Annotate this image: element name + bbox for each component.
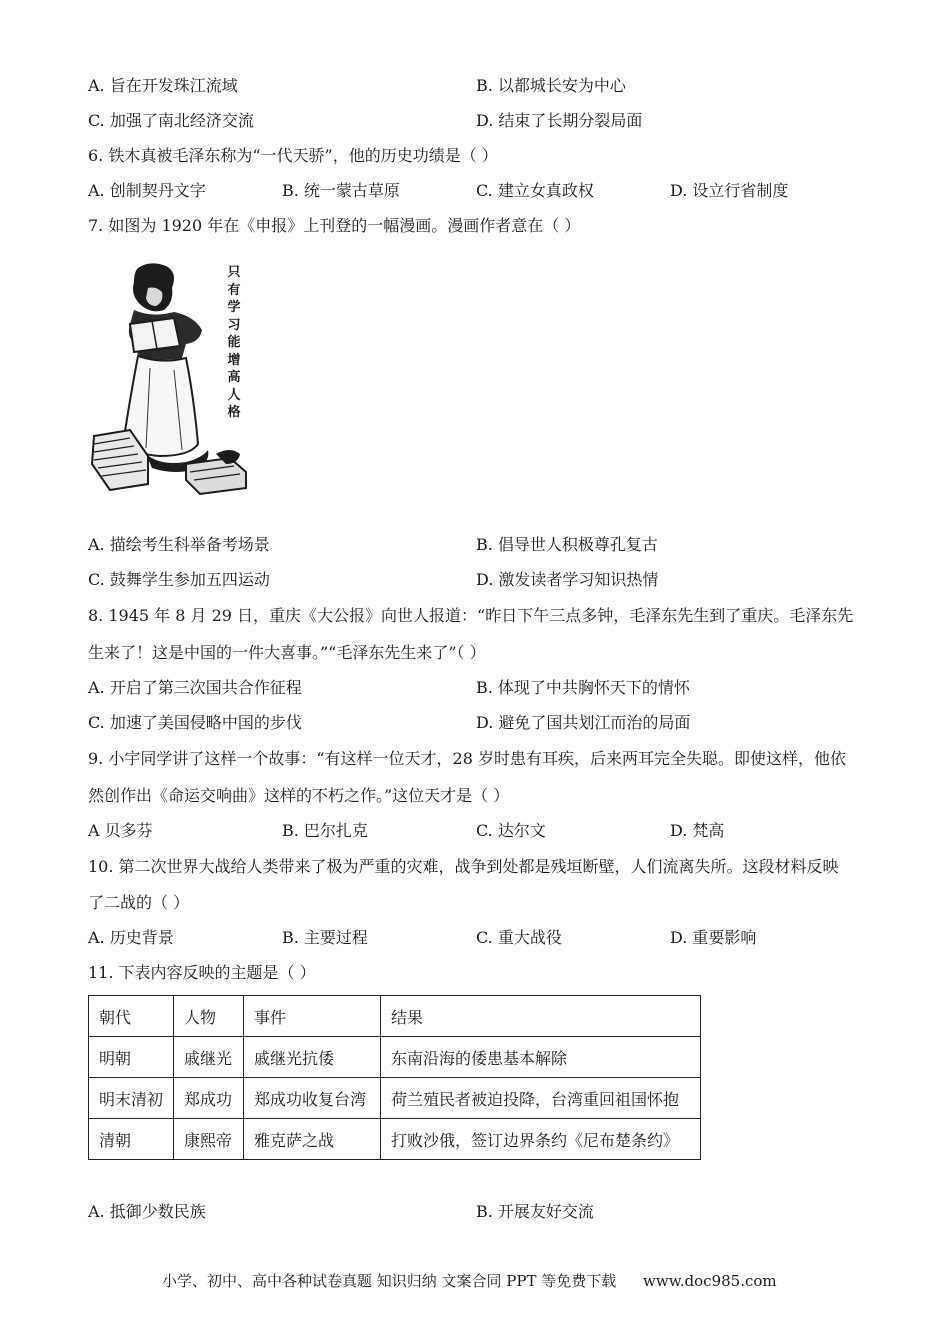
q5-option-a: A. 旨在开发珠江流域 <box>88 76 238 95</box>
page-footer <box>162 1270 777 1291</box>
caption-char: 习 <box>227 317 241 333</box>
table-cell: 戚继光 <box>174 1037 244 1078</box>
q9-stem-line2: 然创作出《命运交响曲》这样的不朽之作。”这位天才是（ ） <box>88 786 510 805</box>
table-cell: 荷兰殖民者被迫投降，台湾重回祖国怀抱 <box>381 1078 701 1119</box>
caption-char: 人 <box>227 387 241 403</box>
table-row <box>89 1078 701 1119</box>
table-header-cell: 事件 <box>244 996 381 1037</box>
q7-option-d: D. 激发读者学习知识热情 <box>476 570 659 589</box>
q9-option-b: B. 巴尔扎克 <box>282 821 368 840</box>
table-cell: 明末清初 <box>89 1078 174 1119</box>
q8-stem-line2: 生来了！这是中国的一件大喜事。”“毛泽东先生来了”（ ） <box>88 643 486 662</box>
caption-char: 有 <box>227 282 241 298</box>
table-header-row <box>89 996 701 1037</box>
table-cell: 雅克萨之战 <box>244 1119 381 1160</box>
q10-option-d: D. 重要影响 <box>670 928 757 947</box>
q8-option-b: B. 体现了中共胸怀天下的情怀 <box>476 678 690 697</box>
table-header-cell: 人物 <box>174 996 244 1037</box>
table-header-cell: 结果 <box>381 996 701 1037</box>
caption-char: 学 <box>227 300 241 315</box>
q9-option-d: D. 梵高 <box>670 821 725 840</box>
caption-char: 能 <box>227 335 241 350</box>
table-cell: 东南沿海的倭患基本解除 <box>381 1037 701 1078</box>
q10-option-b: B. 主要过程 <box>282 928 368 947</box>
q9-option-c: C. 达尔文 <box>476 821 546 840</box>
q10-option-a: A. 历史背景 <box>88 928 174 947</box>
q8-option-d: D. 避免了国共划江而治的局面 <box>476 713 691 732</box>
q6-option-c: C. 建立女真政权 <box>476 181 594 200</box>
footer-url-link[interactable]: www.doc985.com <box>643 1272 777 1290</box>
q7-option-a: A. 描绘考生科举备考场景 <box>88 535 270 554</box>
caption-char: 格 <box>227 405 241 420</box>
caption-char: 高 <box>227 370 241 385</box>
table-row <box>89 1037 701 1078</box>
table-header-cell: 朝代 <box>89 996 174 1037</box>
q10-stem-line1: 10. 第二次世界大战给人类带来了极为严重的灾难，战争到处都是残垣断壁，人们流离失所。这段材料反映 <box>88 857 839 876</box>
q10-stem-line2: 了二战的（ ） <box>88 893 190 912</box>
table-cell: 戚继光抗倭 <box>244 1037 381 1078</box>
table-cell: 郑成功 <box>174 1078 244 1119</box>
caption-char: 只 <box>227 265 241 280</box>
q5-option-b: B. 以都城长安为中心 <box>476 76 626 95</box>
q7-cartoon-caption <box>225 264 243 422</box>
q9-stem-line1: 9. 小宇同学讲了这样一个故事：“有这样一位天才，28 岁时患有耳疾，后来两耳完全失聪。即使这样，他依 <box>88 749 846 768</box>
q9-option-a: A 贝多芬 <box>88 821 153 840</box>
q6-option-b: B. 统一蒙古草原 <box>282 181 400 200</box>
footer-text: 小学、初中、高中各种试卷真题 知识归纳 文案合同 PPT 等免费下载 <box>162 1272 617 1290</box>
table-cell: 明朝 <box>89 1037 174 1078</box>
q7-stem: 7. 如图为 1920 年在《申报》上刊登的一幅漫画。漫画作者意在（ ） <box>88 216 581 235</box>
q6-option-a: A. 创制契丹文字 <box>88 181 206 200</box>
table-cell: 清朝 <box>89 1119 174 1160</box>
table-cell: 康熙帝 <box>174 1119 244 1160</box>
q8-option-a: A. 开启了第三次国共合作征程 <box>88 678 302 697</box>
q5-option-d: D. 结束了长期分裂局面 <box>476 111 643 130</box>
q11-option-a: A. 抵御少数民族 <box>88 1202 206 1221</box>
q10-option-c: C. 重大战役 <box>476 928 562 947</box>
table-cell: 郑成功收复台湾 <box>244 1078 381 1119</box>
q5-option-c: C. 加强了南北经济交流 <box>88 111 254 130</box>
q11-option-b: B. 开展友好交流 <box>476 1202 594 1221</box>
q6-stem: 6. 铁木真被毛泽东称为“一代天骄”，他的历史功绩是（ ） <box>88 146 498 165</box>
table-row <box>89 1119 701 1160</box>
q11-stem: 11. 下表内容反映的主题是（ ） <box>88 963 316 982</box>
q11-table <box>88 995 701 1160</box>
q8-stem-line1: 8. 1945 年 8 月 29 日，重庆《大公报》向世人报道：“昨日下午三点多钟，毛泽东先生到了重庆。毛泽东先 <box>88 606 854 625</box>
table-cell: 打败沙俄，签订边界条约《尼布楚条约》 <box>381 1119 701 1160</box>
q7-option-b: B. 倡导世人积极尊孔复古 <box>476 535 658 554</box>
caption-char: 增 <box>227 352 241 368</box>
q7-option-c: C. 鼓舞学生参加五四运动 <box>88 570 270 589</box>
q8-option-c: C. 加速了美国侵略中国的步伐 <box>88 713 302 732</box>
q6-option-d: D. 设立行省制度 <box>670 181 789 200</box>
